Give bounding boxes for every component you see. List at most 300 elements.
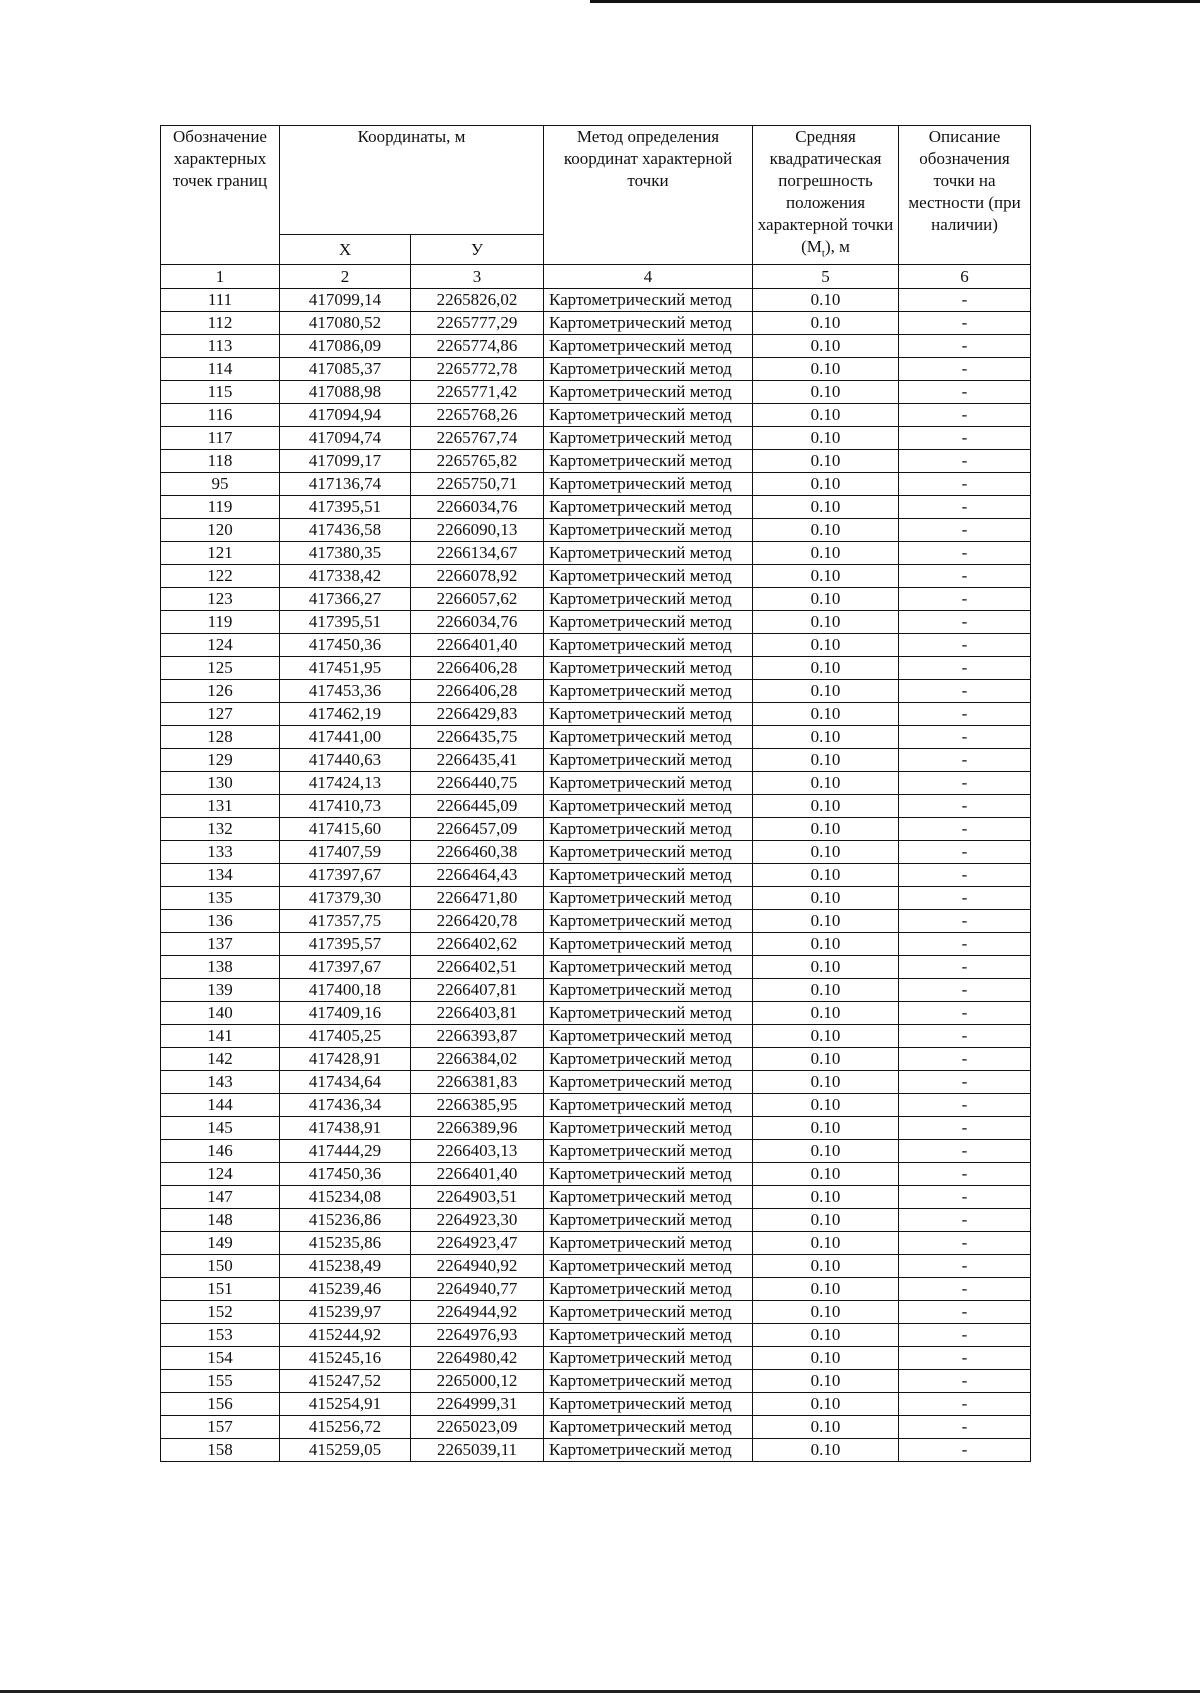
coord-y: 2266403,81	[411, 1002, 544, 1025]
description-cell: -	[899, 404, 1031, 427]
description-cell: -	[899, 1186, 1031, 1209]
coord-y: 2266381,83	[411, 1071, 544, 1094]
coord-x: 417407,59	[280, 841, 411, 864]
coord-y: 2264903,51	[411, 1186, 544, 1209]
method-cell: Картометрический метод	[544, 542, 753, 565]
method-cell: Картометрический метод	[544, 956, 753, 979]
error-cell: 0.10	[753, 588, 899, 611]
column-number: 3	[411, 265, 544, 289]
point-id: 125	[161, 657, 280, 680]
method-cell: Картометрический метод	[544, 1324, 753, 1347]
description-cell: -	[899, 1140, 1031, 1163]
method-cell: Картометрический метод	[544, 1232, 753, 1255]
coord-x: 417136,74	[280, 473, 411, 496]
method-cell: Картометрический метод	[544, 1301, 753, 1324]
description-cell: -	[899, 1094, 1031, 1117]
description-cell: -	[899, 1370, 1031, 1393]
coord-y: 2266457,09	[411, 818, 544, 841]
method-cell: Картометрический метод	[544, 726, 753, 749]
coord-y: 2266401,40	[411, 634, 544, 657]
point-id: 154	[161, 1347, 280, 1370]
point-id: 131	[161, 795, 280, 818]
description-cell: -	[899, 1232, 1031, 1255]
point-id: 95	[161, 473, 280, 496]
point-id: 112	[161, 312, 280, 335]
coord-y: 2265826,02	[411, 289, 544, 312]
coord-x: 417099,17	[280, 450, 411, 473]
table-row	[161, 611, 1031, 634]
description-cell: -	[899, 1071, 1031, 1094]
coord-y: 2265774,86	[411, 335, 544, 358]
error-cell: 0.10	[753, 933, 899, 956]
table-row	[161, 910, 1031, 933]
method-cell: Картометрический метод	[544, 289, 753, 312]
description-cell: -	[899, 588, 1031, 611]
coord-x: 417450,36	[280, 1163, 411, 1186]
description-cell: -	[899, 703, 1031, 726]
description-cell: -	[899, 1048, 1031, 1071]
error-cell: 0.10	[753, 726, 899, 749]
point-id: 141	[161, 1025, 280, 1048]
description-cell: -	[899, 979, 1031, 1002]
point-id: 128	[161, 726, 280, 749]
error-cell: 0.10	[753, 1439, 899, 1462]
coord-y: 2266078,92	[411, 565, 544, 588]
error-cell: 0.10	[753, 519, 899, 542]
method-cell: Картометрический метод	[544, 588, 753, 611]
table-row	[161, 1025, 1031, 1048]
point-id: 149	[161, 1232, 280, 1255]
method-cell: Картометрический метод	[544, 1186, 753, 1209]
error-cell: 0.10	[753, 956, 899, 979]
coord-x: 417088,98	[280, 381, 411, 404]
table-row	[161, 1370, 1031, 1393]
description-cell: -	[899, 841, 1031, 864]
error-cell: 0.10	[753, 680, 899, 703]
coord-y: 2265767,74	[411, 427, 544, 450]
method-cell: Картометрический метод	[544, 519, 753, 542]
coord-x: 417450,36	[280, 634, 411, 657]
coord-y: 2266406,28	[411, 657, 544, 680]
column-number: 5	[753, 265, 899, 289]
table-row	[161, 772, 1031, 795]
coord-y: 2264923,30	[411, 1209, 544, 1232]
column-number: 2	[280, 265, 411, 289]
point-id: 116	[161, 404, 280, 427]
coord-y: 2264940,77	[411, 1278, 544, 1301]
description-cell: -	[899, 1255, 1031, 1278]
coord-x: 415254,91	[280, 1393, 411, 1416]
coord-y: 2265777,29	[411, 312, 544, 335]
description-cell: -	[899, 749, 1031, 772]
coord-x: 415247,52	[280, 1370, 411, 1393]
coord-y: 2266445,09	[411, 795, 544, 818]
coord-x: 417400,18	[280, 979, 411, 1002]
table-row	[161, 1324, 1031, 1347]
method-cell: Картометрический метод	[544, 565, 753, 588]
method-cell: Картометрический метод	[544, 795, 753, 818]
coord-x: 415256,72	[280, 1416, 411, 1439]
coord-x: 417397,67	[280, 864, 411, 887]
coord-y: 2266134,67	[411, 542, 544, 565]
coord-x: 417366,27	[280, 588, 411, 611]
point-id: 127	[161, 703, 280, 726]
coord-y: 2264944,92	[411, 1301, 544, 1324]
description-cell: -	[899, 887, 1031, 910]
method-cell: Картометрический метод	[544, 864, 753, 887]
table-row	[161, 1163, 1031, 1186]
point-id: 133	[161, 841, 280, 864]
point-id: 122	[161, 565, 280, 588]
coord-x: 417099,14	[280, 289, 411, 312]
method-cell: Картометрический метод	[544, 450, 753, 473]
header-error-sub: t	[821, 247, 825, 260]
table-row	[161, 1094, 1031, 1117]
point-id: 137	[161, 933, 280, 956]
point-id: 158	[161, 1439, 280, 1462]
error-cell: 0.10	[753, 1002, 899, 1025]
coord-y: 2265772,78	[411, 358, 544, 381]
description-cell: -	[899, 726, 1031, 749]
method-cell: Картометрический метод	[544, 1255, 753, 1278]
method-cell: Картометрический метод	[544, 1209, 753, 1232]
error-cell: 0.10	[753, 1048, 899, 1071]
coord-y: 2266407,81	[411, 979, 544, 1002]
coord-y: 2266420,78	[411, 910, 544, 933]
scan-edge-bottom	[0, 1690, 1200, 1693]
table-row	[161, 404, 1031, 427]
coord-x: 417395,51	[280, 611, 411, 634]
column-number-row	[161, 265, 1031, 289]
method-cell: Картометрический метод	[544, 1025, 753, 1048]
description-cell: -	[899, 634, 1031, 657]
coord-y: 2264940,92	[411, 1255, 544, 1278]
coord-y: 2265768,26	[411, 404, 544, 427]
table-row	[161, 1278, 1031, 1301]
coord-x: 417086,09	[280, 335, 411, 358]
point-id: 119	[161, 611, 280, 634]
error-cell: 0.10	[753, 841, 899, 864]
coord-x: 415244,92	[280, 1324, 411, 1347]
coord-y: 2265765,82	[411, 450, 544, 473]
error-cell: 0.10	[753, 1186, 899, 1209]
error-cell: 0.10	[753, 887, 899, 910]
table-row	[161, 1232, 1031, 1255]
point-id: 118	[161, 450, 280, 473]
description-cell: -	[899, 565, 1031, 588]
coord-y: 2266389,96	[411, 1117, 544, 1140]
description-cell: -	[899, 611, 1031, 634]
method-cell: Картометрический метод	[544, 1393, 753, 1416]
table-row	[161, 289, 1031, 312]
error-cell: 0.10	[753, 450, 899, 473]
point-id: 124	[161, 634, 280, 657]
error-cell: 0.10	[753, 979, 899, 1002]
method-cell: Картометрический метод	[544, 1140, 753, 1163]
table-row	[161, 542, 1031, 565]
method-cell: Картометрический метод	[544, 1002, 753, 1025]
error-cell: 0.10	[753, 703, 899, 726]
table-row	[161, 1186, 1031, 1209]
point-id: 132	[161, 818, 280, 841]
method-cell: Картометрический метод	[544, 749, 753, 772]
table-row	[161, 519, 1031, 542]
coord-x: 417441,00	[280, 726, 411, 749]
table-row	[161, 565, 1031, 588]
point-id: 142	[161, 1048, 280, 1071]
coord-x: 417094,94	[280, 404, 411, 427]
point-id: 113	[161, 335, 280, 358]
column-number: 6	[899, 265, 1031, 289]
coord-y: 2264999,31	[411, 1393, 544, 1416]
error-cell: 0.10	[753, 312, 899, 335]
error-cell: 0.10	[753, 1278, 899, 1301]
column-number: 4	[544, 265, 753, 289]
error-cell: 0.10	[753, 1209, 899, 1232]
table-row	[161, 312, 1031, 335]
coord-y: 2266464,43	[411, 864, 544, 887]
table-row	[161, 1301, 1031, 1324]
coord-x: 417409,16	[280, 1002, 411, 1025]
header-description: Описание обозначения точки на местности (при наличии)	[899, 126, 1031, 265]
error-cell: 0.10	[753, 611, 899, 634]
point-id: 123	[161, 588, 280, 611]
coord-y: 2266401,40	[411, 1163, 544, 1186]
description-cell: -	[899, 1209, 1031, 1232]
description-cell: -	[899, 680, 1031, 703]
error-cell: 0.10	[753, 1347, 899, 1370]
method-cell: Картометрический метод	[544, 1347, 753, 1370]
table-row	[161, 1048, 1031, 1071]
point-id: 111	[161, 289, 280, 312]
point-id: 115	[161, 381, 280, 404]
method-cell: Картометрический метод	[544, 381, 753, 404]
error-cell: 0.10	[753, 1416, 899, 1439]
description-cell: -	[899, 473, 1031, 496]
coord-y: 2266471,80	[411, 887, 544, 910]
coord-y: 2266034,76	[411, 496, 544, 519]
coord-x: 417428,91	[280, 1048, 411, 1071]
coord-y: 2266402,62	[411, 933, 544, 956]
coord-y: 2266429,83	[411, 703, 544, 726]
point-id: 138	[161, 956, 280, 979]
description-cell: -	[899, 864, 1031, 887]
point-id: 151	[161, 1278, 280, 1301]
description-cell: -	[899, 1439, 1031, 1462]
method-cell: Картометрический метод	[544, 680, 753, 703]
description-cell: -	[899, 312, 1031, 335]
coord-y: 2266402,51	[411, 956, 544, 979]
table-row	[161, 1255, 1031, 1278]
coord-x: 417410,73	[280, 795, 411, 818]
coord-y: 2266090,13	[411, 519, 544, 542]
error-cell: 0.10	[753, 1071, 899, 1094]
boundary-points-table	[160, 125, 1031, 1462]
method-cell: Картометрический метод	[544, 634, 753, 657]
description-cell: -	[899, 1025, 1031, 1048]
point-id: 156	[161, 1393, 280, 1416]
coord-y: 2266460,38	[411, 841, 544, 864]
table-header	[161, 126, 1031, 289]
coord-y: 2266435,41	[411, 749, 544, 772]
error-cell: 0.10	[753, 1094, 899, 1117]
error-cell: 0.10	[753, 657, 899, 680]
header-error-text: Средняя квадратическая погрешность положения характерной точки (M	[757, 127, 894, 256]
description-cell: -	[899, 427, 1031, 450]
coord-y: 2265750,71	[411, 473, 544, 496]
table-row	[161, 864, 1031, 887]
method-cell: Картометрический метод	[544, 496, 753, 519]
error-cell: 0.10	[753, 1117, 899, 1140]
error-cell: 0.10	[753, 335, 899, 358]
coord-x: 417080,52	[280, 312, 411, 335]
coord-x: 417436,34	[280, 1094, 411, 1117]
description-cell: -	[899, 1347, 1031, 1370]
error-cell: 0.10	[753, 381, 899, 404]
coord-x: 417395,51	[280, 496, 411, 519]
point-id: 145	[161, 1117, 280, 1140]
description-cell: -	[899, 358, 1031, 381]
coord-x: 417338,42	[280, 565, 411, 588]
table-row	[161, 450, 1031, 473]
error-cell: 0.10	[753, 289, 899, 312]
table-row	[161, 1002, 1031, 1025]
table-row	[161, 335, 1031, 358]
method-cell: Картометрический метод	[544, 1416, 753, 1439]
table-row	[161, 588, 1031, 611]
coord-x: 417424,13	[280, 772, 411, 795]
table-row	[161, 427, 1031, 450]
description-cell: -	[899, 1278, 1031, 1301]
description-cell: -	[899, 1002, 1031, 1025]
table-row	[161, 496, 1031, 519]
error-cell: 0.10	[753, 473, 899, 496]
coord-y: 2266393,87	[411, 1025, 544, 1048]
method-cell: Картометрический метод	[544, 1048, 753, 1071]
error-cell: 0.10	[753, 565, 899, 588]
point-id: 140	[161, 1002, 280, 1025]
table-row	[161, 979, 1031, 1002]
method-cell: Картометрический метод	[544, 404, 753, 427]
coord-x: 415236,86	[280, 1209, 411, 1232]
table-row	[161, 473, 1031, 496]
description-cell: -	[899, 450, 1031, 473]
point-id: 130	[161, 772, 280, 795]
error-cell: 0.10	[753, 1025, 899, 1048]
error-cell: 0.10	[753, 634, 899, 657]
error-cell: 0.10	[753, 542, 899, 565]
point-id: 143	[161, 1071, 280, 1094]
table-row	[161, 749, 1031, 772]
method-cell: Картометрический метод	[544, 1439, 753, 1462]
error-cell: 0.10	[753, 1370, 899, 1393]
coord-x: 417444,29	[280, 1140, 411, 1163]
point-id: 117	[161, 427, 280, 450]
coord-x: 415239,46	[280, 1278, 411, 1301]
point-id: 135	[161, 887, 280, 910]
point-id: 139	[161, 979, 280, 1002]
error-cell: 0.10	[753, 1393, 899, 1416]
header-method: Метод определения координат характерной точки	[544, 126, 753, 265]
table-row	[161, 795, 1031, 818]
error-cell: 0.10	[753, 749, 899, 772]
coord-x: 415245,16	[280, 1347, 411, 1370]
coord-y: 2264923,47	[411, 1232, 544, 1255]
point-id: 120	[161, 519, 280, 542]
point-id: 146	[161, 1140, 280, 1163]
coord-y: 2266440,75	[411, 772, 544, 795]
point-id: 114	[161, 358, 280, 381]
error-cell: 0.10	[753, 864, 899, 887]
description-cell: -	[899, 1117, 1031, 1140]
method-cell: Картометрический метод	[544, 818, 753, 841]
method-cell: Картометрический метод	[544, 427, 753, 450]
point-id: 152	[161, 1301, 280, 1324]
error-cell: 0.10	[753, 1163, 899, 1186]
coord-x: 417440,63	[280, 749, 411, 772]
coord-x: 417094,74	[280, 427, 411, 450]
coord-y: 2266034,76	[411, 611, 544, 634]
scan-edge-top	[590, 0, 1200, 3]
point-id: 126	[161, 680, 280, 703]
coord-x: 415235,86	[280, 1232, 411, 1255]
coord-x: 417379,30	[280, 887, 411, 910]
method-cell: Картометрический метод	[544, 1278, 753, 1301]
coord-y: 2266403,13	[411, 1140, 544, 1163]
point-id: 155	[161, 1370, 280, 1393]
table-row	[161, 956, 1031, 979]
table-row	[161, 1439, 1031, 1462]
coord-y: 2266435,75	[411, 726, 544, 749]
coord-y: 2266406,28	[411, 680, 544, 703]
coord-x: 417397,67	[280, 956, 411, 979]
error-cell: 0.10	[753, 1140, 899, 1163]
coord-y: 2265039,11	[411, 1439, 544, 1462]
header-coordinates: Координаты, м	[280, 126, 544, 235]
description-cell: -	[899, 1416, 1031, 1439]
description-cell: -	[899, 795, 1031, 818]
header-x: X	[280, 235, 411, 265]
coord-y: 2266057,62	[411, 588, 544, 611]
point-id: 129	[161, 749, 280, 772]
error-cell: 0.10	[753, 358, 899, 381]
table-row	[161, 726, 1031, 749]
method-cell: Картометрический метод	[544, 1117, 753, 1140]
table-row	[161, 1071, 1031, 1094]
header-point-label: Обозначение характерных точек границ	[161, 126, 280, 265]
header-error-tail: ), м	[824, 237, 850, 256]
table-row	[161, 1347, 1031, 1370]
table-row	[161, 1117, 1031, 1140]
point-id: 121	[161, 542, 280, 565]
description-cell: -	[899, 772, 1031, 795]
header-error	[753, 126, 899, 265]
coord-x: 417436,58	[280, 519, 411, 542]
table-row	[161, 887, 1031, 910]
error-cell: 0.10	[753, 1324, 899, 1347]
method-cell: Картометрический метод	[544, 473, 753, 496]
coord-y: 2266384,02	[411, 1048, 544, 1071]
coord-x: 417395,57	[280, 933, 411, 956]
method-cell: Картометрический метод	[544, 1094, 753, 1117]
method-cell: Картометрический метод	[544, 979, 753, 1002]
error-cell: 0.10	[753, 496, 899, 519]
coord-x: 417085,37	[280, 358, 411, 381]
error-cell: 0.10	[753, 1301, 899, 1324]
table-row	[161, 933, 1031, 956]
coord-x: 415259,05	[280, 1439, 411, 1462]
description-cell: -	[899, 519, 1031, 542]
